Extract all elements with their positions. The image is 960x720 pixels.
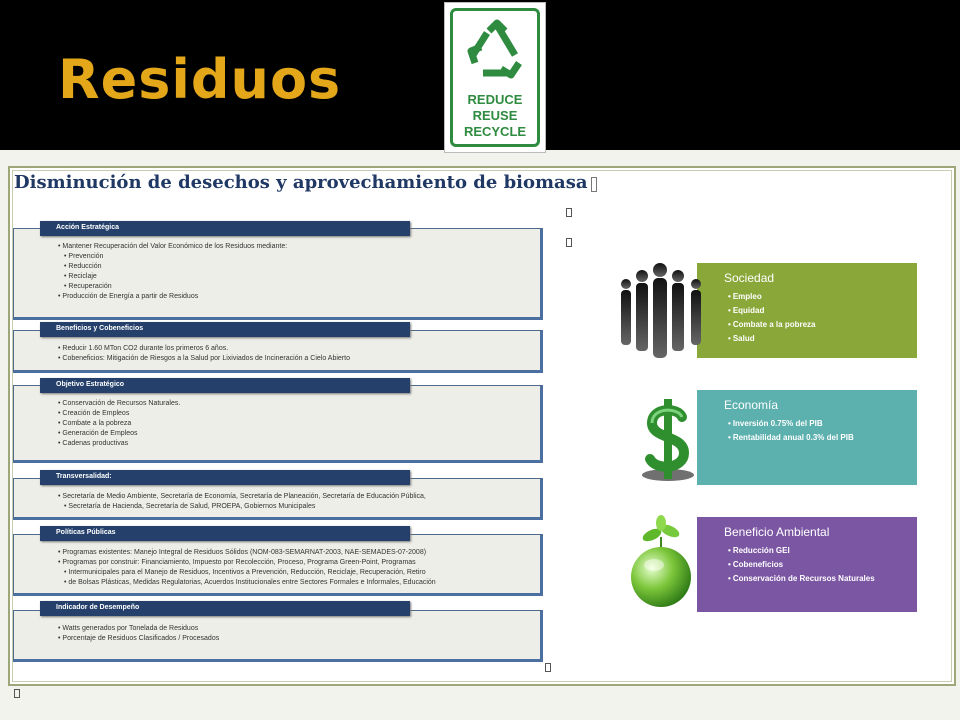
panel-economy xyxy=(697,390,917,485)
list-item: • Intermunicipales para el Manejo de Residuos, Incentivos a Prevención, Reducción, Reciclaje, Recuperación, Retiro xyxy=(58,568,540,578)
list-item: • Conservación de Recursos Naturales xyxy=(728,572,917,586)
list-item: • Cadenas productivas xyxy=(58,439,540,449)
list-item: • Porcentaje de Residuos Clasificados / Procesados xyxy=(58,634,540,644)
list-item: • Programas por construir: Financiamiento, Impuesto por Recolección, Proceso, Programa Green-Point, Programas xyxy=(58,558,540,568)
subtitle: Disminución de desechos y aprovechamiento de biomasa xyxy=(14,172,597,193)
panel-title: Sociedad xyxy=(724,271,775,285)
list-item: • Combate a la pobreza xyxy=(728,318,917,332)
list-item: • Combate a la pobreza xyxy=(58,419,540,429)
placeholder-glyph-icon xyxy=(591,177,597,192)
list-item: • Recuperación xyxy=(58,282,540,292)
panel-title: Beneficio Ambiental xyxy=(724,525,830,539)
list-item: • Inversión 0.75% del PIB xyxy=(728,417,917,431)
panel-title: Economía xyxy=(724,398,779,412)
recycle-icon xyxy=(465,19,529,83)
panel-environment xyxy=(697,517,917,612)
list-item: • Reducción GEI xyxy=(728,544,917,558)
placeholder-glyph-icon xyxy=(566,208,572,217)
list-item: • Reciclaje xyxy=(58,272,540,282)
list-item: • Generación de Empleos xyxy=(58,429,540,439)
placeholder-glyph-icon xyxy=(566,238,572,247)
box-header-public-policies: Políticas Públicas xyxy=(40,526,410,541)
box-header-performance-indicator: Indicador de Desempeño xyxy=(40,601,410,616)
list-item: • Creación de Empleos xyxy=(58,409,540,419)
list-item: • Empleo xyxy=(728,290,917,304)
dollar-sign-icon xyxy=(638,395,698,485)
list-item: • Salud xyxy=(728,332,917,346)
list-item: • Conservación de Recursos Naturales. xyxy=(58,399,540,409)
list-item: • Watts generados por Tonelada de Residuos xyxy=(58,624,540,634)
sign-recycle: RECYCLE xyxy=(463,124,527,139)
list-item: • Cobeneficios xyxy=(728,558,917,572)
list-item: • Producción de Energía a partir de Residuos xyxy=(58,292,540,302)
recycle-sign xyxy=(444,2,546,153)
performance-indicator-box xyxy=(13,610,543,662)
people-silhouettes-icon xyxy=(612,262,712,362)
placeholder-glyph-icon xyxy=(545,663,551,672)
box-header-benefits: Beneficios y Cobeneficios xyxy=(40,322,410,337)
box-header-strategic-action: Acción Estratégica xyxy=(40,221,410,236)
sign-reuse: REUSE xyxy=(472,108,518,123)
list-item: • Mantener Recuperación del Valor Económico de los Residuos mediante: xyxy=(58,242,540,252)
strategic-objective-box xyxy=(13,385,543,463)
panel-society xyxy=(697,263,917,358)
strategic-action-box xyxy=(13,228,543,320)
placeholder-glyph-icon xyxy=(14,689,20,698)
list-item: • Prevención xyxy=(58,252,540,262)
slide-title: Residuos xyxy=(58,48,342,111)
plant-globe-icon xyxy=(624,515,699,610)
list-item: • Secretaría de Medio Ambiente, Secretaría de Economía, Secretaría de Planeación, Secretaría de Educación Pública, xyxy=(58,492,540,502)
list-item: • Reducir 1.60 MTon CO2 durante los primeros 6 años. xyxy=(58,344,540,354)
public-policies-box xyxy=(13,534,543,596)
sign-reduce: REDUCE xyxy=(467,92,523,107)
list-item: • Equidad xyxy=(728,304,917,318)
list-item: • Reducción xyxy=(58,262,540,272)
list-item: • Cobeneficios: Mitigación de Riesgos a la Salud por Lixiviados de Incineración a Cielo Abierto xyxy=(58,354,540,364)
list-item: • Programas existentes: Manejo Integral de Residuos Sólidos (NOM-083-SEMARNAT-2003, NAE-SEMADES-07-2008) xyxy=(58,548,540,558)
list-item: • de Bolsas Plásticas, Medidas Regulatorias, Acuerdos Institucionales entre Sectores Formales e Informales, Educación xyxy=(58,578,540,588)
box-header-strategic-objective: Objetivo Estratégico xyxy=(40,378,410,393)
list-item: • Rentabilidad anual 0.3% del PIB xyxy=(728,431,917,445)
list-item: • Secretaría de Hacienda, Secretaría de Salud, PROEPA, Gobiernos Municipales xyxy=(58,502,540,512)
box-header-transversality: Transversalidad: xyxy=(40,470,410,485)
